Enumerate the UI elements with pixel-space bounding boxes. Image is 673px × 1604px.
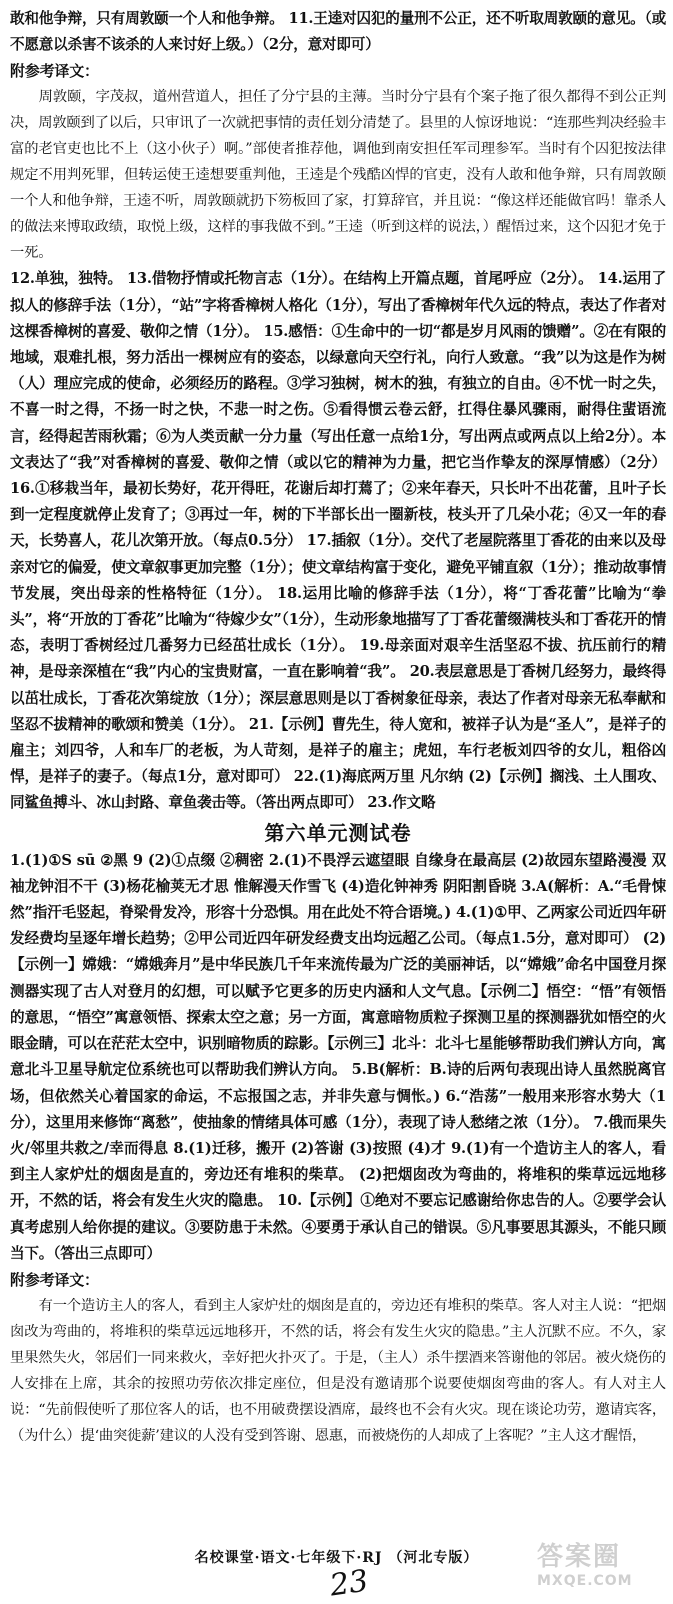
reference-translation-heading-1: 附参考译文： (10, 62, 99, 81)
page-number: 23 (327, 1563, 371, 1604)
answer-page (10, 6, 666, 1449)
answer-block-6 (10, 848, 666, 1293)
reference-translation-2: 有一个造访主人的客人，看到主人家炉灶的烟囱是直的，旁边还有堆积的柴草。客人对主人说：“把烟囱改为弯曲的，将堆积的柴草远远地移开，不然的话，将会有发生火灾的隐患。”主人沉默不应。不久，家里果然失火，邻居们一同来救火，幸好把火扑灭了。于是，（主人）杀牛摆酒来答谢他的邻居。被火烧伤的人安排在上席，其余的按照功劳依次排定座位，但是没有邀请那个说要使烟囱弯曲的客人。有人对主人说：“先前假使听了那位客人的话，也不用破费摆设酒席，最终也不会有火灾。现在谈论功劳，邀请宾客，（为什么）提‘曲突徙薪’建议的人没有受到答谢、恩惠，而被烧伤的人却成了上客呢？”主人这才醒悟， (10, 1297, 666, 1444)
watermark-text: 答案圈 (537, 1542, 622, 1572)
watermark-url: MXQE.COM (537, 1573, 633, 1589)
watermark-logo (537, 1536, 667, 1596)
answers-text-2: 1.(1)①S sū ②黑 9 (2)①点缀 ②稠密 2.(1)不畏浮云遮望眼 自缘身在最高层 (2)故园东望路漫漫 双袖龙钟泪不干 (3)杨花榆荚无才思 惟解漫天作雪飞 (4)造化钟神秀 阴阳割昏晓 3.A(解析：A.“毛骨悚然”指汗毛竖起，脊梁骨发冷，形容十分恐惧。用在此处不符合语境。) 4.(1)①甲、乙两家公司近四年研发经费均呈逐年增长趋势；②甲公司近四年研发经费支出均远超乙公司。（每点1.5分，意对即可） (2)【示例一】嫦娥：“嫦娥奔月”是中华民族几千年来流传最为广泛的美丽神话，以“嫦娥”命名中国登月探测器实现了古人对登月的幻想，可以赋予它更多的历史内涵和人文气息。【示例二】悟空：“悟”有领悟的意思，“悟空”寓意领悟、探索太空之意；另一方面，寓意暗物质粒子探测卫星的探测器犹如悟空的火眼金睛，可以在茫茫太空中，识别暗物质的踪影。【示例三】北斗：北斗七星能够帮助我们辨认方向，寓意北斗卫星导航定位系统也可以帮助我们辨认方向。 5.B(解析：B.诗的后两句表现出诗人虽然脱离官场，但依然关心着国家的命运，不忘报国之志，并非失意与惆怅。) 6.“浩荡”一般用来形容水势大（1分），这里用来修饰“离愁”，使抽象的情绪具体可感（1分），表现了诗人愁绪之浓（1分）。 7.俄而果失火/邻里共救之/幸而得息 8.(1)迁移，搬开 (2)答谢 (3)按照 (4)才 9.(1)有一个造访主人的客人，看到主人家炉灶的烟囱是直的，旁边还有堆积的柴草。 (2)把烟囱改为弯曲的，将堆积的柴草远远地移开，不然的话，将会有发生火灾的隐患。 10.【示例】①绝对不要忘记感谢给你忠告的人。②要学会认真考虑别人给你提的建议。③要防患于未然。④要勇于承认自己的错误。⑤凡事要思其源头，不能只顾当下。（答出三点即可） (10, 851, 666, 1262)
section-title: 第六单元测试卷 (264, 820, 412, 845)
answers-text-1: 12.单独，独特。 13.借物抒情或托物言志（1分）。在结构上开篇点题，首尾呼应（2分）。 14.运用了拟人的修辞手法（1分），“站”字将香樟树人格化（1分），写出了香樟树年代久远的特点，表达了作者对这棵香樟树的喜爱、敬仰之情（1分）。 15.感悟：①生命中的一切“都是岁月风雨的馈赠”。②在有限的地域，艰难扎根，努力活出一棵树应有的姿态，以绿意向天空行礼，向行人致意。“我”以为这是作为树（人）理应完成的使命，必须经历的路程。③学习独树，树木的独，有独立的自由。④不忧一时之失，不喜一时之得，不扬一时之快，不悲一时之伤。⑤看得惯云卷云舒，扛得住暴风骤雨，耐得住蜚语流言，经得起苦雨秋霜；⑥为人类贡献一分力量（写出任意一点给1分，写出两点或两点以上给2分）。本文表达了“我”对香樟树的喜爱、敬仰之情（或以它的精神为力量，把它当作挚友的深厚情感）（2分） 16.①移栽当年，最初长势好，花开得旺，花谢后却打蔫了；②来年春天，只长叶不出花蕾，且叶子长到一定程度就停止发育了；③再过一年，树的下半部长出一圈新枝，枝头开了几朵小花；④又一年的春天，长势喜人，花儿次第开放。（每点0.5分） 17.插叙（1分）。交代了老屋院落里丁香花的由来以及母亲对它的偏爱，使文章叙事更加完整（1分）；使文章结构富于变化，避免平铺直叙（1分）；推动故事情节发展，突出母亲的性格特征（1分）。 18.运用比喻的修辞手法（1分），将“丁香花蕾”比喻为“拳头”，将“开放的丁香花”比喻为“待嫁少女”（1分），生动形象地描写了丁香花蕾缀满枝头和丁香花开的情态，表明丁香树经过几番努力已经茁壮成长（1分）。 19.母亲面对艰辛生活坚忍不拔、抗压前行的精神，是母亲深植在“我”内心的宝贵财富，一直在影响着“我”。 20.表层意思是丁香树几经努力，最终得以茁壮成长，丁香花次第绽放（1分）；深层意思则是以丁香树象征母亲，表达了作者对母亲无私奉献和坚忍不拔精神的歌颂和赞美（1分）。 21.【示例】曹先生，待人宽和，被祥子认为是“圣人”，是祥子的雇主；刘四爷，人和车厂的老板，为人苛刻，是祥子的雇主；虎妞，车行老板刘四爷的女儿，粗俗凶悍，是祥子的妻子。（每点1分，意对即可） 22.(1)海底两万里 凡尔纳 (2)【示例】搁浅、土人围攻、同鲨鱼搏斗、冰山封路、章鱼袭击等。（答出两点即可） 23.作文略 (10, 270, 666, 812)
answer-block-5 (10, 266, 666, 816)
reference-translation-1: 周敦颐，字茂叔，道州营道人，担任了分宁县的主薄。当时分宁县有个案子拖了很久都得不到公正判决，周敦颐到了以后，只审讯了一次就把事情的责任划分清楚了。县里的人惊讶地说：“连那些判决经验丰富的老官吏也比不上（这小伙子）啊。”部使者推荐他，调他到南安担任军司理参军。当时有个囚犯按法律规定不用判死罪，但转运使王逵想要重判他，王逵是个残酷凶悍的官吏，没有人敢和他争辩，只有周敦颐一个人和他争辩，王逵不听，周敦颐就扔下笏板回了家，打算辞官，并且说：“像这样还能做官吗！靠杀人的做法来博取政绩，取悦上级，这样的事我做不到。”王逵（听到这样的说法，）醒悟过来，这个囚犯才免于一死。 (10, 89, 666, 262)
page-footer: 名校课堂·语文·七年级下·RJ （河北专版） (194, 1550, 479, 1566)
top-answer-text: 敢和他争辩，只有周敦颐一个人和他争辩。 11.王逵对囚犯的量刑不公正，还不听取周敦颐的意见。（或不愿意以杀害不该杀的人来讨好上级。）（2分，意对即可） (10, 10, 666, 54)
reference-translation-heading-2: 附参考译文： (10, 1270, 99, 1289)
answer-block-top (10, 6, 666, 84)
